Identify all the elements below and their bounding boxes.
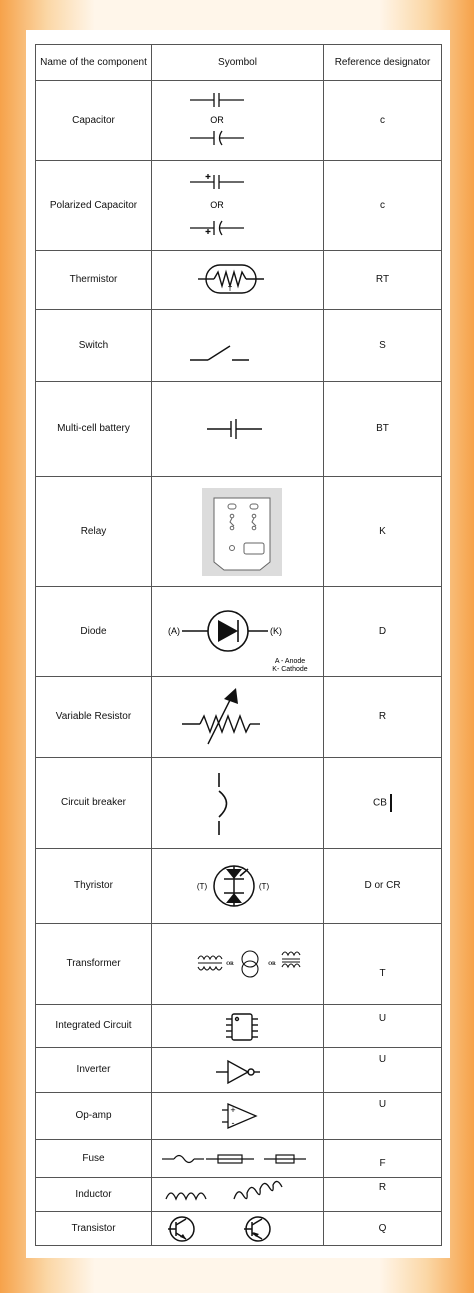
- table-row: [36, 1140, 442, 1178]
- component-ref: BT: [324, 382, 442, 477]
- component-name: Thyristor: [36, 849, 152, 924]
- diode-symbol: [152, 587, 324, 677]
- component-name: Variable Resistor: [36, 677, 152, 758]
- relay-icon: [152, 482, 323, 582]
- opamp-plus-label: +: [230, 1105, 236, 1115]
- header-ref: Reference designator: [324, 45, 442, 81]
- table-row: [36, 849, 442, 924]
- thyristor-right-label: (T): [258, 882, 270, 891]
- table-row: [36, 587, 442, 677]
- table-row: [36, 924, 442, 1005]
- component-name: Polarized Capacitor: [36, 161, 152, 251]
- inductor-icon: [152, 1179, 323, 1211]
- fuse-icon: [152, 1142, 323, 1176]
- transformer-icon: [152, 929, 323, 999]
- op-amp-icon: [152, 1094, 323, 1138]
- inverter-symbol: [152, 1048, 324, 1093]
- anode-label: (A): [168, 625, 180, 636]
- polarized-capacitor-icon: [152, 166, 323, 246]
- component-name: Thermistor: [36, 251, 152, 310]
- battery-symbol: [152, 382, 324, 477]
- table-row: [36, 758, 442, 849]
- component-table: [35, 44, 442, 1246]
- table-row: [36, 81, 442, 161]
- component-name: Transistor: [36, 1212, 152, 1246]
- table-row: [36, 310, 442, 382]
- transistor-symbol: [152, 1212, 324, 1246]
- table-row: [36, 1178, 442, 1212]
- component-ref: RT: [324, 251, 442, 310]
- component-name: Op-amp: [36, 1093, 152, 1140]
- table-row: [36, 251, 442, 310]
- component-name: Integrated Circuit: [36, 1005, 152, 1048]
- opamp-minus-label: -: [231, 1118, 235, 1128]
- switch-icon: [152, 316, 323, 376]
- table-row: [36, 1048, 442, 1093]
- capacitor-icon: [152, 86, 323, 156]
- component-ref: U: [324, 1093, 442, 1140]
- component-ref-text: CB: [373, 797, 387, 809]
- component-name: Switch: [36, 310, 152, 382]
- component-ref: c: [324, 161, 442, 251]
- reference-card: [26, 30, 450, 1258]
- component-ref: R: [324, 1178, 442, 1212]
- component-name: Fuse: [36, 1140, 152, 1178]
- switch-symbol: [152, 310, 324, 382]
- variable-resistor-symbol: [152, 677, 324, 758]
- transistor-icon: [152, 1213, 323, 1245]
- table-row: [36, 677, 442, 758]
- or-label: OR: [210, 199, 224, 210]
- cathode-label: (K): [270, 625, 282, 636]
- thyristor-symbol: [152, 849, 324, 924]
- inductor-symbol: [152, 1178, 324, 1212]
- table-row: [36, 1212, 442, 1246]
- thyristor-left-label: (T): [196, 882, 208, 891]
- component-ref: S: [324, 310, 442, 382]
- thermistor-icon: [152, 255, 323, 305]
- thermistor-symbol: [152, 251, 324, 310]
- cathode-note: K- Cathode: [272, 665, 308, 673]
- thyristor-icon: [152, 851, 323, 921]
- component-name: Diode: [36, 587, 152, 677]
- thermistor-t-label: T: [227, 286, 233, 293]
- capacitor-symbol: [152, 81, 324, 161]
- or-label: OR: [210, 114, 224, 125]
- table-row: [36, 1093, 442, 1140]
- diode-icon: [152, 588, 323, 676]
- relay-symbol: [152, 477, 324, 587]
- transformer-symbol: [152, 924, 324, 1005]
- text-cursor: [390, 794, 392, 812]
- component-name: Transformer: [36, 924, 152, 1005]
- header-name: Name of the component: [36, 45, 152, 81]
- component-ref: R: [324, 677, 442, 758]
- anode-note: A - Anode: [274, 657, 306, 665]
- table-row: [36, 161, 442, 251]
- component-name: Circuit breaker: [36, 758, 152, 849]
- component-ref: K: [324, 477, 442, 587]
- component-ref: T: [324, 924, 442, 1005]
- polarized-capacitor-symbol: [152, 161, 324, 251]
- component-ref: D or CR: [324, 849, 442, 924]
- or-label: OR: [226, 962, 234, 967]
- component-name: Multi-cell battery: [36, 382, 152, 477]
- table-row: [36, 477, 442, 587]
- component-name: Inverter: [36, 1048, 152, 1093]
- component-name: Capacitor: [36, 81, 152, 161]
- table-row: [36, 1005, 442, 1048]
- component-ref: F: [324, 1140, 442, 1178]
- variable-resistor-icon: [152, 682, 323, 752]
- opamp-symbol: [152, 1093, 324, 1140]
- inverter-icon: [152, 1049, 323, 1091]
- component-ref: D: [324, 587, 442, 677]
- circuit-breaker-symbol: [152, 758, 324, 849]
- component-ref: [324, 758, 442, 849]
- component-ref: c: [324, 81, 442, 161]
- ic-symbol: [152, 1005, 324, 1048]
- battery-icon: [152, 389, 323, 469]
- header-symbol: Syombol: [152, 45, 324, 81]
- component-ref: U: [324, 1005, 442, 1048]
- table-header-row: [36, 45, 442, 81]
- table-row: [36, 382, 442, 477]
- or-label: OR: [268, 962, 276, 967]
- component-ref: U: [324, 1048, 442, 1093]
- component-name: Inductor: [36, 1178, 152, 1212]
- integrated-circuit-icon: [152, 1006, 323, 1046]
- component-name: Relay: [36, 477, 152, 587]
- fuse-symbol: [152, 1140, 324, 1178]
- component-ref: Q: [324, 1212, 442, 1246]
- circuit-breaker-icon: [152, 763, 323, 843]
